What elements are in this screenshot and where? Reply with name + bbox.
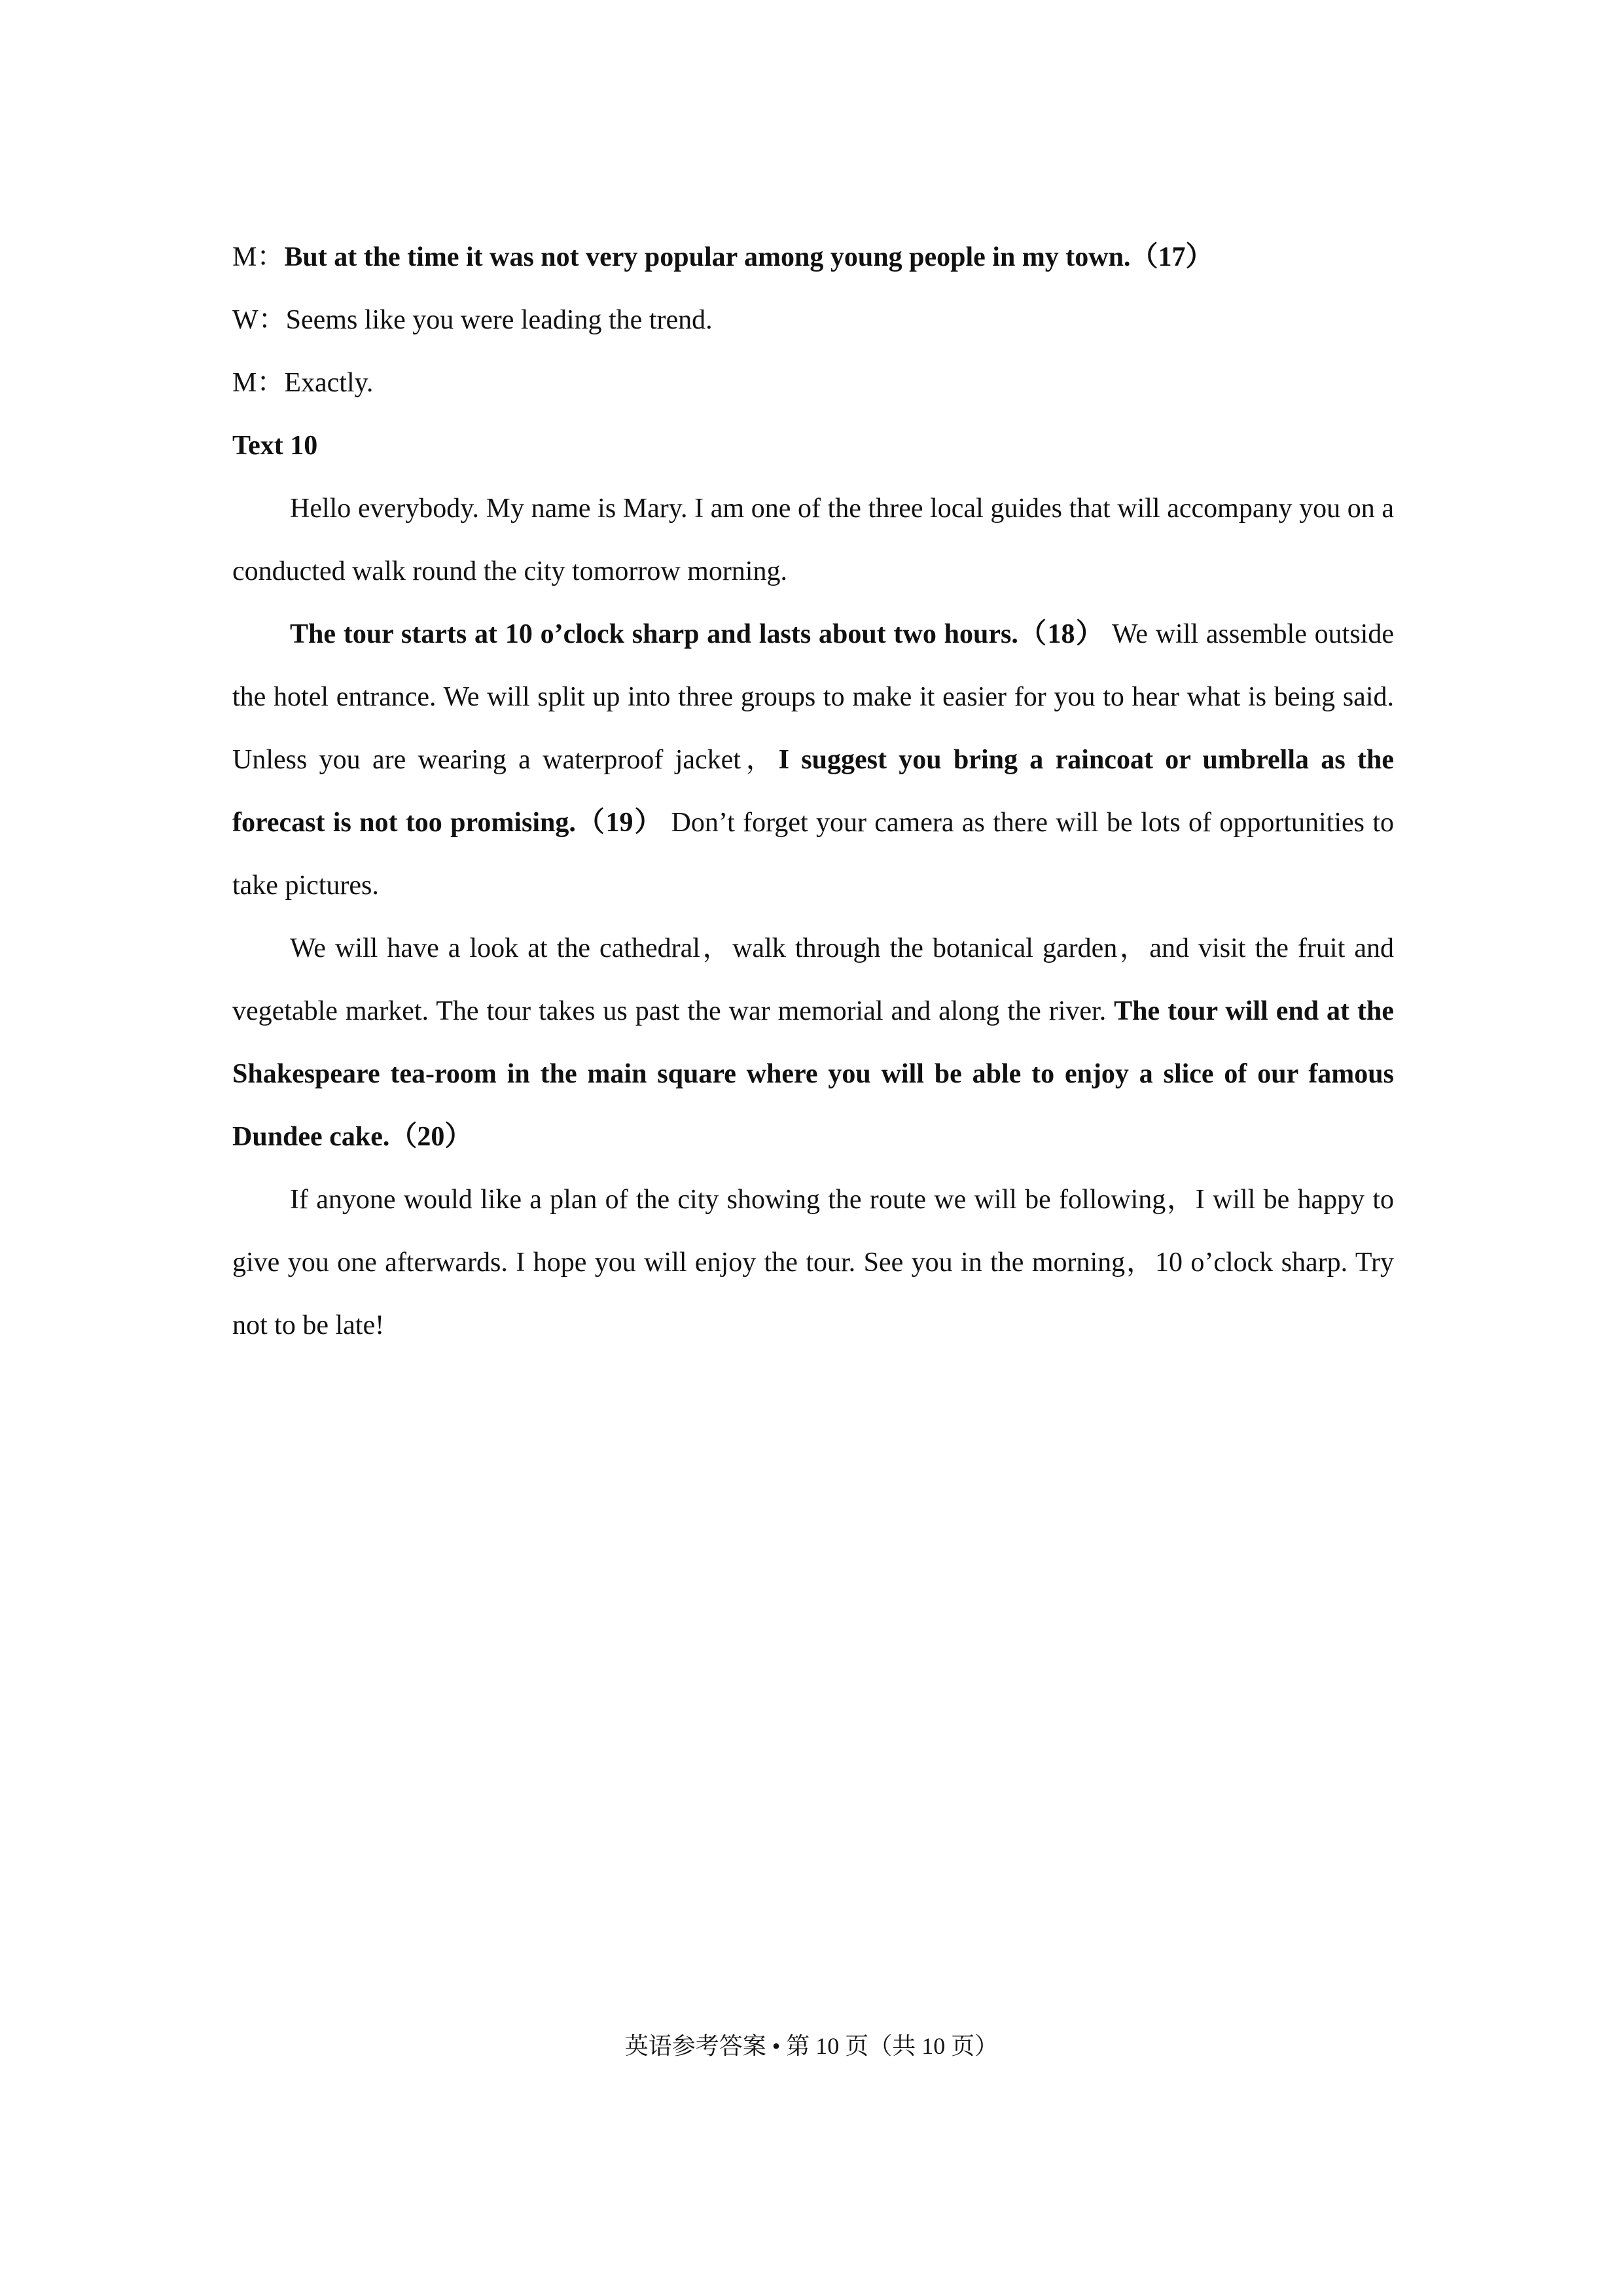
section-title: Text 10 [232,431,318,461]
paragraph-2 [232,603,1394,917]
paragraph-2-text: We will assemble outside the hotel entrance. We will split up into three groups to make it easier for you to hear what is being said. Unless you are wearing a waterproof jacket， [232,619,1394,775]
paragraph-4: If anyone would like a plan of the city showing the route we will be following，I will be happy to give you one afterwards. I hope you will enjoy the tour. See you in the morning，10 o’clock sharp. Try not to be late! [232,1185,1394,1340]
dialogue-text: But at the time it was not very popular among young people in my town.（17） [284,242,1213,272]
speaker-label: M： [232,368,285,398]
speaker-label: W： [232,305,286,335]
paragraph-3 [232,917,1394,1168]
answer-20-text: The tour will end at the Shakespeare tea-room in the main square where you will be able to enjoy a slice of our famous Dundee cake.（20） [232,996,1394,1152]
answer-18-text: The tour starts at 10 o’clock sharp and lasts about two hours.（18） [290,619,1105,649]
paragraph-2-text-end: Don’t forget your camera as there will be lots of opportunities to take pictures. [232,808,1394,901]
dialogue-text: Seems like you were leading the trend. [285,305,713,335]
dialogue-text: Exactly. [284,368,374,398]
speaker-label: M： [232,242,285,272]
document-body [232,226,1394,1357]
paragraph-3-text: We will have a look at the cathedral，walk through the botanical garden，and visit the fruit and vegetable market. The tour takes us past the war memorial and along the river. [232,933,1394,1026]
dialogue-line-2 [232,289,1394,351]
page-footer: 英语参考答案 • 第 10 页（共 10 页） [624,2033,999,2059]
paragraph-1: Hello everybody. My name is Mary. I am one of the three local guides that will accompany you on a conducted walk round the city tomorrow morning. [232,493,1394,586]
dialogue-line-1 [232,226,1394,289]
dialogue-line-3 [232,351,1394,414]
answer-19-text: I suggest you bring a raincoat or umbrella as the forecast is not too promising.（19） [232,745,1394,838]
